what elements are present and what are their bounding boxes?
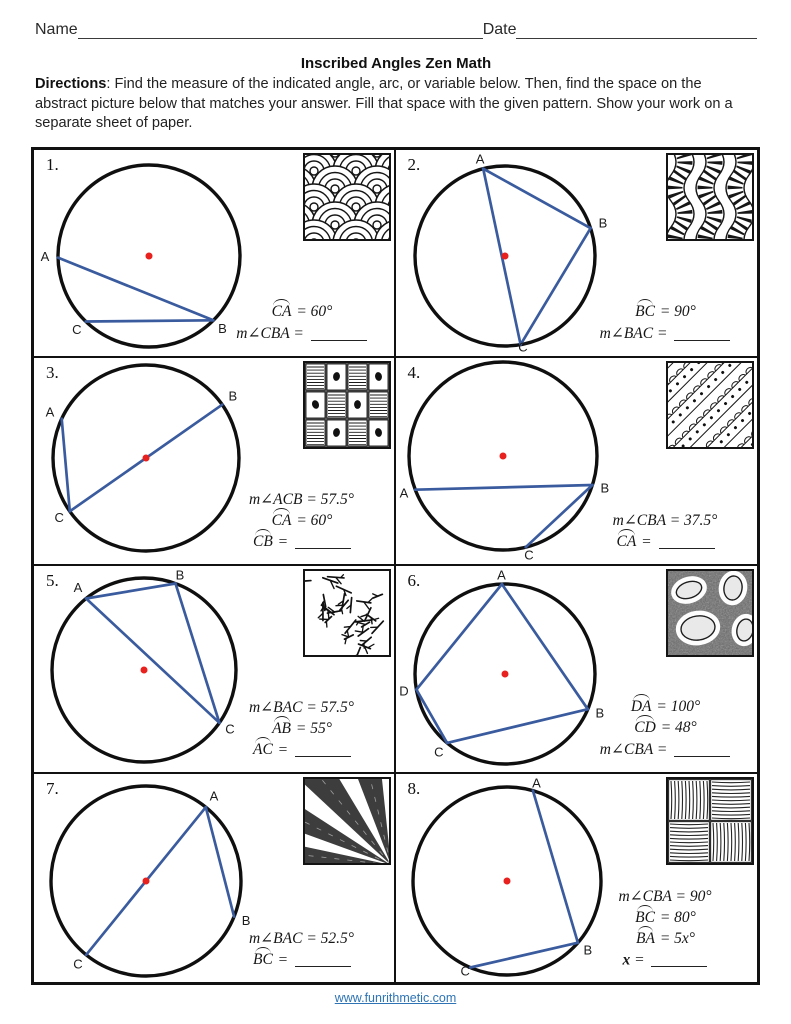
equation: CA = 60° bbox=[271, 511, 333, 529]
date-line bbox=[516, 20, 757, 39]
worksheet-header bbox=[35, 20, 757, 134]
svg-text:B: B bbox=[175, 567, 185, 583]
problem-cell bbox=[396, 358, 758, 566]
angle-term: m∠CBA bbox=[612, 511, 666, 529]
equations bbox=[214, 300, 390, 346]
pattern-swatch bbox=[303, 569, 391, 657]
pattern-icon bbox=[305, 779, 389, 863]
equation: m∠CBA = 90° bbox=[618, 887, 712, 905]
problem-number: 5. bbox=[46, 571, 59, 590]
pattern-swatch bbox=[666, 361, 754, 449]
pattern-swatch bbox=[666, 569, 754, 657]
given-value: 90° bbox=[689, 887, 712, 905]
pattern-icon bbox=[668, 571, 752, 655]
equation: x = bbox=[577, 951, 753, 970]
equation: CA = 60° bbox=[271, 303, 333, 320]
arc-term: CA bbox=[271, 303, 292, 320]
given-value: 60° bbox=[310, 303, 333, 320]
given-value: 57.5° bbox=[320, 698, 354, 716]
angle-term: x bbox=[622, 951, 631, 968]
problem-cell bbox=[34, 358, 396, 566]
svg-text:C: C bbox=[73, 956, 83, 972]
svg-text:C: C bbox=[433, 744, 443, 760]
pattern-swatch bbox=[303, 777, 391, 865]
answer-blank bbox=[674, 325, 730, 342]
pattern-swatch bbox=[303, 361, 391, 449]
arc-term: BC bbox=[635, 303, 655, 320]
angle-term: m∠ACB bbox=[248, 490, 303, 508]
svg-text:A: A bbox=[209, 788, 219, 804]
equation: CD = 48° bbox=[634, 719, 697, 736]
footer-link[interactable]: www.funrithmetic.com bbox=[334, 991, 457, 1005]
svg-text:A: A bbox=[40, 249, 50, 265]
pattern-icon bbox=[305, 155, 389, 239]
svg-text:B: B bbox=[228, 388, 238, 404]
given-value: 57.5° bbox=[320, 490, 354, 508]
svg-text:C: C bbox=[460, 963, 470, 979]
problem-number: 4. bbox=[407, 363, 421, 382]
given-value: 37.5° bbox=[684, 511, 718, 529]
given-value: 60° bbox=[310, 511, 333, 529]
problem-cell bbox=[34, 566, 396, 774]
equation: AB = 55° bbox=[272, 719, 332, 737]
equation: BC = 80° bbox=[635, 908, 696, 926]
given-value: 55° bbox=[310, 719, 332, 737]
page-title: Inscribed Angles Zen Math bbox=[300, 55, 492, 72]
given-value: 52.5° bbox=[320, 929, 354, 947]
equation: m∠BAC = bbox=[577, 324, 753, 343]
answer-blank bbox=[674, 741, 730, 758]
svg-text:A: A bbox=[45, 404, 55, 420]
svg-text:A: A bbox=[73, 579, 83, 595]
equation: CB = bbox=[214, 533, 390, 552]
angle-term: m∠CBA bbox=[618, 887, 672, 905]
arc-term: CB bbox=[252, 533, 273, 550]
svg-text:B: B bbox=[241, 912, 251, 928]
problem-cell bbox=[34, 774, 396, 982]
name-date-row bbox=[35, 20, 757, 39]
answer-blank bbox=[295, 951, 351, 968]
date-label: Date bbox=[482, 21, 517, 38]
equation: BC = bbox=[214, 951, 390, 970]
equation: m∠BAC = 52.5° bbox=[248, 929, 354, 947]
svg-text:A: A bbox=[475, 151, 484, 167]
svg-text:D: D bbox=[398, 683, 409, 699]
problem-cell bbox=[396, 774, 758, 982]
problem-number: 3. bbox=[46, 363, 59, 382]
svg-text:B: B bbox=[218, 320, 227, 336]
given-value: 90° bbox=[674, 303, 696, 320]
answer-blank bbox=[311, 325, 367, 342]
pattern-icon bbox=[668, 779, 752, 863]
svg-text:C: C bbox=[225, 721, 235, 737]
svg-text:C: C bbox=[72, 322, 82, 338]
directions bbox=[35, 75, 757, 134]
equation: m∠CBA = bbox=[577, 740, 753, 759]
answer-blank bbox=[651, 951, 707, 968]
pattern-swatch bbox=[666, 777, 754, 865]
pattern-icon bbox=[305, 571, 389, 655]
svg-text:B: B bbox=[599, 480, 609, 496]
equation: m∠BAC = 57.5° bbox=[248, 698, 354, 716]
problem-number: 2. bbox=[407, 155, 421, 174]
angle-term: m∠BAC bbox=[599, 325, 654, 342]
equations bbox=[577, 884, 753, 973]
given-value: 80° bbox=[674, 908, 696, 926]
svg-text:A: A bbox=[496, 567, 506, 583]
equation: m∠CBA = 37.5° bbox=[612, 511, 718, 529]
answer-blank bbox=[295, 741, 351, 758]
svg-text:C: C bbox=[517, 339, 528, 355]
svg-text:B: B bbox=[594, 705, 604, 721]
angle-term: m∠CBA bbox=[236, 325, 290, 342]
equations bbox=[577, 508, 753, 555]
problem-number: 8. bbox=[407, 779, 421, 798]
name-line bbox=[78, 20, 483, 39]
pattern-swatch bbox=[666, 153, 754, 241]
svg-text:B: B bbox=[598, 215, 607, 231]
arc-term: CA bbox=[616, 533, 637, 550]
svg-text:C: C bbox=[54, 510, 64, 526]
arc-term: BA bbox=[636, 929, 655, 947]
arc-term: AB bbox=[272, 719, 291, 737]
pattern-icon bbox=[305, 363, 389, 447]
svg-text:A: A bbox=[399, 485, 408, 501]
page-footer bbox=[0, 989, 791, 1007]
problem-number: 6. bbox=[407, 571, 421, 590]
pattern-icon bbox=[668, 155, 752, 239]
given-value: 48° bbox=[675, 719, 697, 736]
equation: BC = 90° bbox=[635, 303, 696, 320]
svg-text:B: B bbox=[582, 942, 592, 958]
problem-number: 7. bbox=[46, 779, 59, 798]
equation: m∠CBA = bbox=[214, 324, 390, 343]
svg-text:A: A bbox=[531, 775, 541, 791]
problem-cell bbox=[34, 150, 396, 358]
equation: CA = bbox=[577, 533, 753, 552]
problem-cell bbox=[396, 566, 758, 774]
arc-term: BC bbox=[635, 908, 655, 926]
directions-text: : Find the measure of the indicated angle, arc, or variable below. Then, find the space on the abstract picture below that matches your answer. Fill that space with the given pattern. Show your work on a separate sheet of paper. bbox=[35, 76, 733, 131]
equations bbox=[214, 926, 390, 973]
pattern-swatch bbox=[303, 153, 391, 241]
arc-term: CD bbox=[634, 719, 656, 736]
svg-text:C: C bbox=[523, 547, 534, 563]
arc-term: AC bbox=[252, 741, 273, 758]
equations bbox=[577, 300, 753, 346]
angle-term: m∠BAC bbox=[248, 698, 303, 716]
name-label: Name bbox=[35, 21, 78, 38]
equation: DA = 100° bbox=[630, 698, 701, 715]
equation: BA = 5x° bbox=[636, 929, 695, 947]
problem-number: 1. bbox=[46, 155, 59, 174]
answer-blank bbox=[659, 533, 715, 550]
pattern-icon bbox=[668, 363, 752, 447]
equations bbox=[214, 487, 390, 555]
given-value: 100° bbox=[670, 698, 701, 715]
equations bbox=[214, 695, 390, 763]
equation: m∠ACB = 57.5° bbox=[248, 490, 354, 508]
answer-blank bbox=[295, 533, 351, 550]
given-value: 5x° bbox=[674, 929, 695, 947]
angle-term: m∠BAC bbox=[248, 929, 303, 947]
equation: AC = bbox=[214, 741, 390, 760]
problem-cell bbox=[396, 150, 758, 358]
arc-term: DA bbox=[630, 698, 652, 715]
problems-grid bbox=[31, 147, 760, 985]
directions-label: Directions bbox=[35, 76, 107, 92]
arc-term: BC bbox=[252, 951, 273, 968]
angle-term: m∠CBA bbox=[599, 741, 653, 758]
equations bbox=[577, 695, 753, 762]
arc-term: CA bbox=[271, 511, 292, 529]
